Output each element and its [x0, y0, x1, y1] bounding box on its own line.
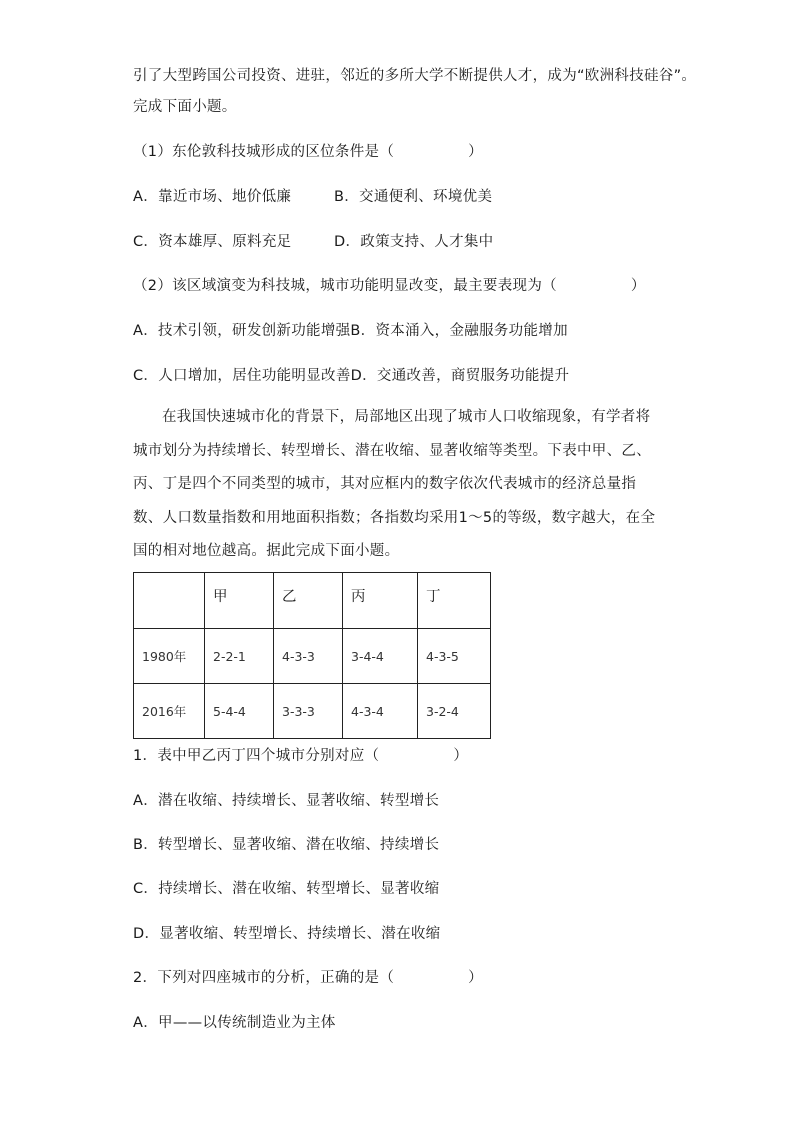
intro-line-2: 完成下面小题。	[133, 99, 237, 115]
table-cell: 2016年	[134, 684, 205, 739]
table-header-cell: 甲	[205, 573, 274, 629]
question-1-stem: （1）东伦敦科技城形成的区位条件是（ ）	[133, 144, 483, 160]
question-3-option-d: D．显著收缩、转型增长、持续增长、潜在收缩	[133, 926, 441, 942]
table-cell: 3-3-3	[274, 684, 343, 739]
question-1-option-b: B．交通便利、环境优美	[334, 189, 493, 205]
intro-line-1: 引了大型跨国公司投资、进驻，邻近的多所大学不断提供人才，成为“欧洲科技硅谷”。	[133, 68, 697, 84]
table-header-cell: 丁	[418, 573, 491, 629]
question-2-stem: （2）该区域演变为科技城，城市功能明显改变，最主要表现为（ ）	[133, 278, 646, 294]
table-cell: 1980年	[134, 629, 205, 684]
question-3-option-b: B．转型增长、显著收缩、潜在收缩、持续增长	[133, 837, 440, 853]
table-header-cell: 乙	[274, 573, 343, 629]
question-1-option-a: A．靠近市场、地价低廉	[133, 189, 292, 205]
table-header-cell	[134, 573, 205, 629]
table-row	[134, 684, 491, 739]
question-4-option-a: A．甲——以传统制造业为主体	[133, 1015, 336, 1031]
question-1-option-d: D．政策支持、人才集中	[334, 234, 494, 250]
question-3-option-a: A．潜在收缩、持续增长、显著收缩、转型增长	[133, 793, 440, 809]
table-cell: 4-3-4	[343, 684, 418, 739]
table-cell: 4-3-3	[274, 629, 343, 684]
table-cell: 3-2-4	[418, 684, 491, 739]
question-1-option-c: C．资本雄厚、原料充足	[133, 234, 292, 250]
passage-paragraph: 在我国快速城市化的背景下，局部地区出现了城市人口收缩现象，有学者将城市划分为持续增长、转型增长、潜在收缩、显著收缩等类型。下表中甲、乙、丙、丁是四个不同类型的城市，其对应框内的数字依次代表城市的经济总量指数、人口数量指数和用地面积指数；各指数均采用1～5的等级，数字越大，在全国的相对地位越高。据此完成下面小题。	[133, 409, 656, 559]
question-4-stem: 2．下列对四座城市的分析，正确的是（ ）	[133, 970, 483, 986]
question-3-option-c: C．持续增长、潜在收缩、转型增长、显著收缩	[133, 881, 440, 897]
table-cell: 5-4-4	[205, 684, 274, 739]
table-cell: 3-4-4	[343, 629, 418, 684]
table-header-cell: 丙	[343, 573, 418, 629]
table-cell: 4-3-5	[418, 629, 491, 684]
table-row	[134, 629, 491, 684]
question-3-stem: 1．表中甲乙丙丁四个城市分别对应（ ）	[133, 748, 469, 764]
table-cell: 2-2-1	[205, 629, 274, 684]
question-2-options-ab: A．技术引领，研发创新功能增强B．资本涌入，金融服务功能增加	[133, 323, 568, 339]
table-header-row	[134, 573, 491, 629]
question-2-options-cd: C．人口增加，居住功能明显改善D．交通改善，商贸服务功能提升	[133, 368, 570, 384]
city-index-table	[133, 572, 491, 739]
